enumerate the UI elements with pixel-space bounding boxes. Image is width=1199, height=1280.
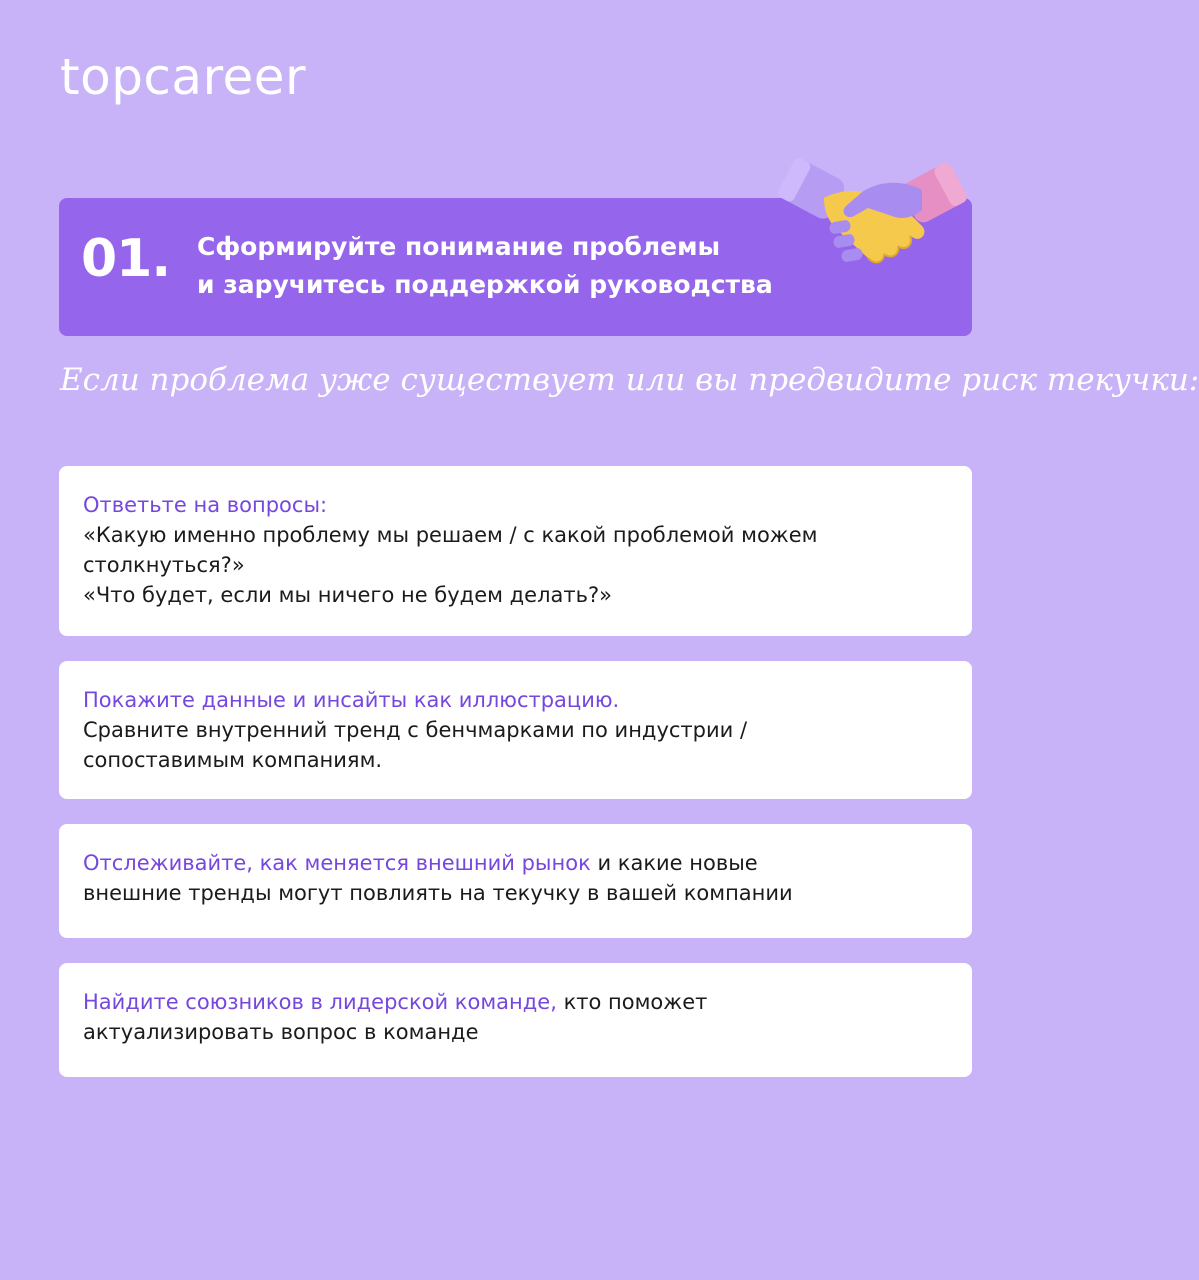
tip-card-4-rest: кто поможет: [556, 990, 708, 1014]
section-title-line-1: Сформируйте понимание проблемы: [197, 232, 721, 261]
tip-card-2-line-1: Сравните внутренний тренд с бенчмарками по индустрии /: [83, 718, 748, 742]
tip-card-1: [59, 466, 972, 636]
tip-card-2-accent: Покажите данные и инсайты как иллюстрацию.: [83, 688, 620, 712]
tip-card-3-line-1: [83, 848, 948, 878]
tip-card-4-line-2: актуализировать вопрос в команде: [83, 1020, 479, 1044]
tip-card-1-line-2: столкнуться?»: [83, 553, 245, 577]
tip-card-3: [59, 824, 972, 938]
tip-card-3-line-2: внешние тренды могут повлиять на текучку в вашей компании: [83, 881, 793, 905]
tip-card-4-line-1: [83, 987, 948, 1017]
tip-card-2-line-2: сопоставимым компаниям.: [83, 748, 383, 772]
tip-card-1-line-1: «Какую именно проблему мы решаем / с какой проблемой можем: [83, 523, 818, 547]
section-subtitle: Если проблема уже существует или вы предвидите риск текучки:: [60, 362, 1199, 398]
tip-card-4: [59, 963, 972, 1077]
tip-card-2: [59, 661, 972, 799]
tip-card-3-accent: Отслеживайте, как меняется внешний рынок: [83, 851, 591, 875]
brand-logo: topcareer: [60, 48, 307, 106]
section-title-line-2: и заручитесь поддержкой руководства: [197, 270, 773, 299]
tip-card-1-accent: Ответьте на вопросы:: [83, 493, 328, 517]
handshake-icon: [772, 140, 972, 280]
tip-card-1-line-3: «Что будет, если мы ничего не будем делать?»: [83, 583, 612, 607]
section-number: 01.: [81, 229, 171, 289]
section-title: [197, 228, 817, 304]
tip-card-4-accent: Найдите союзников в лидерской команде,: [83, 990, 557, 1014]
tip-card-3-rest: и какие новые: [590, 851, 758, 875]
